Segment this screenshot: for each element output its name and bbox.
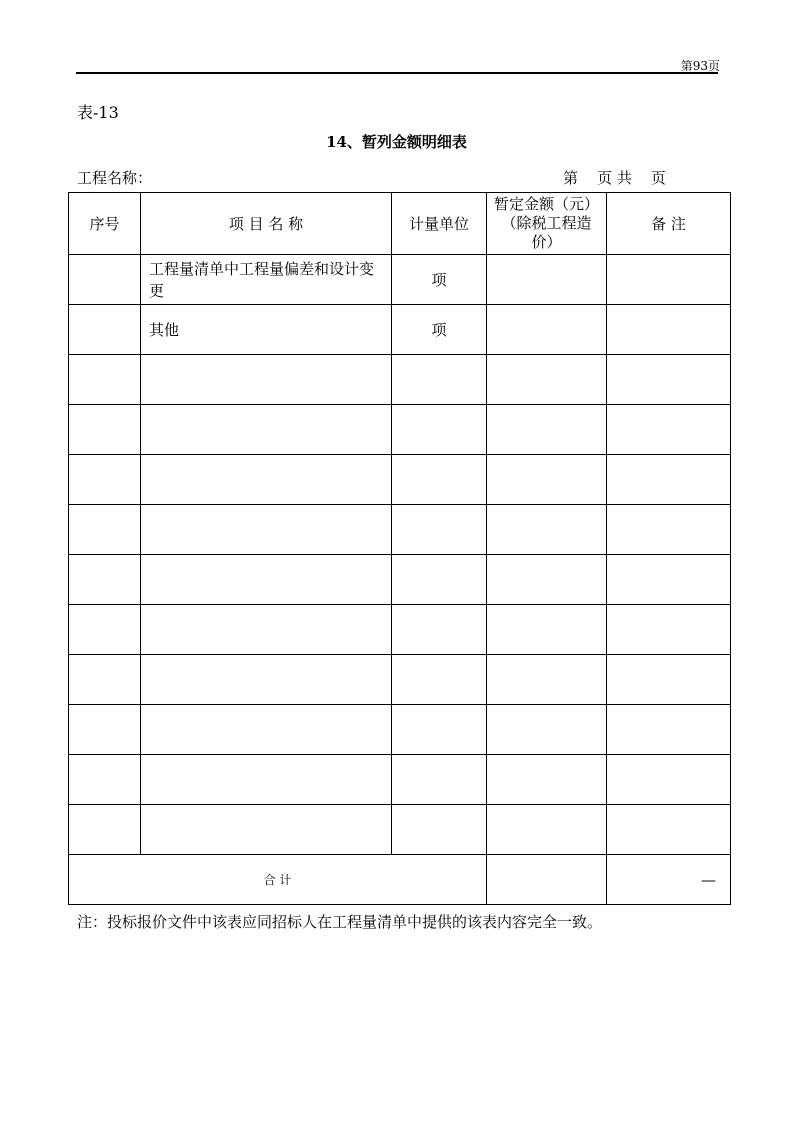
row-amount-cell bbox=[487, 805, 607, 855]
row-amount-cell bbox=[487, 505, 607, 555]
row-name-cell: 其他 bbox=[141, 305, 392, 355]
row-index-cell bbox=[69, 755, 141, 805]
row-unit-cell bbox=[392, 805, 487, 855]
row-index-cell bbox=[69, 505, 141, 555]
row-amount-cell bbox=[487, 655, 607, 705]
table-row bbox=[69, 755, 731, 805]
table-body bbox=[69, 255, 731, 855]
row-index-cell bbox=[69, 605, 141, 655]
row-amount-cell bbox=[487, 305, 607, 355]
table-row bbox=[69, 505, 731, 555]
table-row bbox=[69, 405, 731, 455]
row-name-cell bbox=[141, 455, 392, 505]
document-title: 14、暂列金额明细表 bbox=[326, 133, 467, 151]
row-index-cell bbox=[69, 355, 141, 405]
row-name-cell bbox=[141, 805, 392, 855]
row-name-cell bbox=[141, 405, 392, 455]
row-note-cell bbox=[607, 505, 731, 555]
row-index-cell bbox=[69, 555, 141, 605]
row-note-cell bbox=[607, 305, 731, 355]
table-row bbox=[69, 255, 731, 305]
header-rule bbox=[76, 72, 718, 74]
column-header-amount: 暂定金额（元）（除税工程造价） bbox=[487, 193, 607, 255]
row-unit-cell bbox=[392, 755, 487, 805]
row-note-cell bbox=[607, 755, 731, 805]
row-note-cell bbox=[607, 255, 731, 305]
total-note-cell: — bbox=[607, 855, 731, 905]
row-unit-cell bbox=[392, 655, 487, 705]
row-note-cell bbox=[607, 655, 731, 705]
row-amount-cell bbox=[487, 555, 607, 605]
row-index-cell bbox=[69, 655, 141, 705]
row-note-cell bbox=[607, 405, 731, 455]
page-number: 第93页 bbox=[680, 59, 720, 73]
total-label: 合 计 bbox=[69, 855, 487, 905]
row-index-cell bbox=[69, 255, 141, 305]
row-name-cell bbox=[141, 705, 392, 755]
table-header-row bbox=[69, 193, 731, 255]
row-note-cell bbox=[607, 555, 731, 605]
row-amount-cell bbox=[487, 705, 607, 755]
row-index-cell bbox=[69, 305, 141, 355]
row-amount-cell bbox=[487, 755, 607, 805]
table-row bbox=[69, 705, 731, 755]
page-count-label: 第 页 共 页 bbox=[563, 169, 666, 187]
row-unit-cell bbox=[392, 405, 487, 455]
row-name-cell bbox=[141, 555, 392, 605]
table-row bbox=[69, 555, 731, 605]
row-unit-cell bbox=[392, 555, 487, 605]
row-amount-cell bbox=[487, 605, 607, 655]
row-note-cell bbox=[607, 605, 731, 655]
table-row bbox=[69, 655, 731, 705]
row-note-cell bbox=[607, 355, 731, 405]
row-index-cell bbox=[69, 805, 141, 855]
project-name-label: 工程名称： bbox=[77, 169, 153, 187]
row-note-cell bbox=[607, 705, 731, 755]
row-unit-cell bbox=[392, 705, 487, 755]
provisional-sum-table bbox=[68, 192, 731, 905]
row-index-cell bbox=[69, 405, 141, 455]
table-row bbox=[69, 455, 731, 505]
table-code: 表-13 bbox=[77, 103, 119, 122]
row-index-cell bbox=[69, 455, 141, 505]
row-amount-cell bbox=[487, 355, 607, 405]
row-unit-cell bbox=[392, 505, 487, 555]
row-name-cell bbox=[141, 355, 392, 405]
row-amount-cell bbox=[487, 405, 607, 455]
column-header-note: 备 注 bbox=[607, 193, 731, 255]
row-unit-cell bbox=[392, 605, 487, 655]
row-amount-cell bbox=[487, 455, 607, 505]
row-unit-cell: 项 bbox=[392, 255, 487, 305]
row-name-cell bbox=[141, 655, 392, 705]
row-unit-cell bbox=[392, 455, 487, 505]
row-unit-cell: 项 bbox=[392, 305, 487, 355]
row-note-cell bbox=[607, 455, 731, 505]
row-name-cell bbox=[141, 605, 392, 655]
row-unit-cell bbox=[392, 355, 487, 405]
total-amount-cell bbox=[487, 855, 607, 905]
total-row bbox=[69, 855, 731, 905]
row-name-cell bbox=[141, 755, 392, 805]
row-name-cell bbox=[141, 505, 392, 555]
footnote: 注：投标报价文件中该表应同招标人在工程量清单中提供的该表内容完全一致。 bbox=[77, 913, 603, 931]
column-header-name: 项 目 名 称 bbox=[141, 193, 392, 255]
table-row bbox=[69, 355, 731, 405]
column-header-unit: 计量单位 bbox=[392, 193, 487, 255]
table-row bbox=[69, 305, 731, 355]
row-name-cell: 工程量清单中工程量偏差和设计变更 bbox=[141, 255, 392, 305]
row-note-cell bbox=[607, 805, 731, 855]
table-row bbox=[69, 805, 731, 855]
row-index-cell bbox=[69, 705, 141, 755]
row-amount-cell bbox=[487, 255, 607, 305]
table-row bbox=[69, 605, 731, 655]
column-header-index: 序号 bbox=[69, 193, 141, 255]
